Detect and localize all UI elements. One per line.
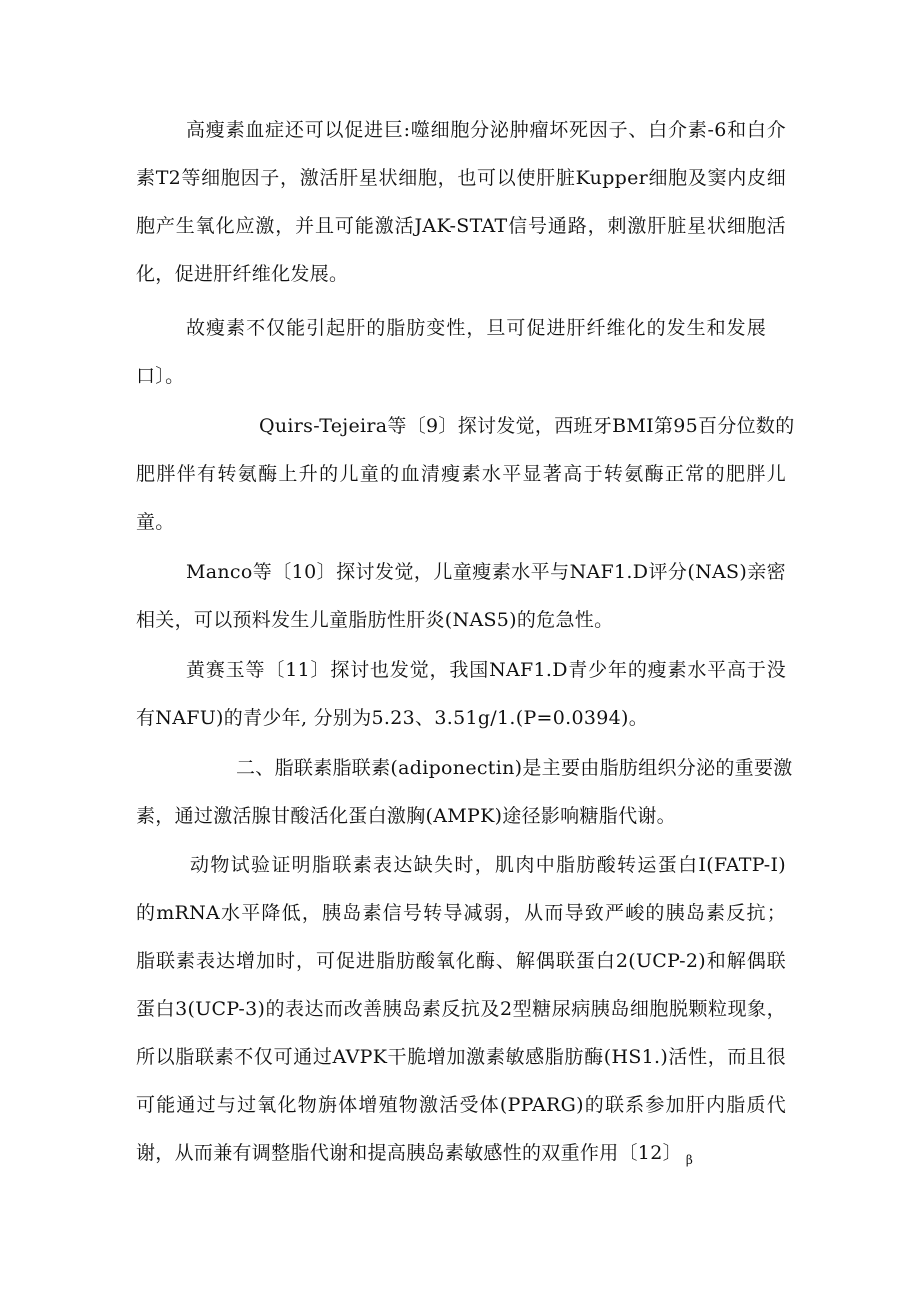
paragraph-line: 胞产生氧化应激，并且可能激活JAK-STAT信号通路，刺激肝脏星状细胞活 [136, 215, 786, 237]
paragraph-line: 高瘦素血症还可以促进巨:噬细胞分泌肿瘤坏死因子、白介素-6和白介 [186, 119, 786, 141]
paragraph-line: Manco等〔10〕探讨发觉，儿童瘦素水平与NAF1.D评分(NAS)亲密 [186, 561, 786, 583]
paragraph-line: 黄赛玉等〔11〕探讨也发觉，我国NAF1.D青少年的瘦素水平高于没 [186, 659, 786, 681]
paragraph-line: 动物试验证明脂联素表达缺失时，肌肉中脂肪酸转运蛋白I(FATP-I) [190, 854, 786, 876]
paragraph-line: 素T2等细胞因子，激活肝星状细胞，也可以使肝脏Kupper细胞及窦内皮细 [136, 167, 786, 189]
paragraph-line: 素，通过激活腺甘酸活化蛋白激胸(AMPK)途径影响糖脂代谢。 [136, 805, 676, 827]
paragraph-line: 二、脂联素脂联素(adiponectin)是主要由脂肪组织分泌的重要激 [236, 757, 793, 779]
paragraph-line: 蛋白3(UCP-3)的表达而改善胰岛素反抗及2型糖尿病胰岛细胞脱颗粒现象， [136, 998, 786, 1020]
paragraph-line: 肥胖伴有转氨酶上升的儿童的血清瘦素水平显著高于转氨酶正常的肥胖儿 [136, 463, 786, 485]
paragraph-line: 脂联素表达增加时，可促进脂肪酸氧化酶、解偶联蛋白2(UCP-2)和解偶联 [136, 950, 786, 972]
paragraph-line: 所以脂联素不仅可通过AVPK干脆增加激素敏感脂肪酶(HS1.)活性，而且很 [136, 1046, 786, 1068]
paragraph-line: 故瘦素不仅能引起肝的脂肪变性，旦可促进肝纤维化的发生和发展 [186, 317, 766, 339]
paragraph-line: 有NAFU)的青少年, 分别为5.23、3.51g/1.(P=0.0394)。 [136, 707, 649, 729]
paragraph-line: 相关，可以预料发生儿童脂肪性肝炎(NAS5)的危急性。 [136, 609, 614, 631]
paragraph-line: 化，促进肝纤维化发展。 [136, 263, 349, 285]
paragraph-line: 的mRNA水平降低，胰岛素信号转导减弱，从而导致严峻的胰岛素反抗； [136, 902, 786, 924]
paragraph-line: 口〕。 [136, 365, 185, 387]
paragraph-line [136, 1141, 693, 1172]
paragraph-line: Quirs-Tejeira等〔9〕探讨发觉，西班牙BMI第95百分位数的 [259, 415, 795, 437]
paragraph-line-text: 谢，从而兼有调整脂代谢和提高胰岛素敏感性的双重作用〔12〕 [136, 1142, 682, 1164]
trailing-mark: β [685, 1153, 694, 1167]
paragraph-line: 童。 [136, 511, 175, 533]
paragraph-line: 可能通过与过氧化物旃体增殖物激活受体(PPARG)的联系参加肝内脂质代 [136, 1094, 786, 1116]
